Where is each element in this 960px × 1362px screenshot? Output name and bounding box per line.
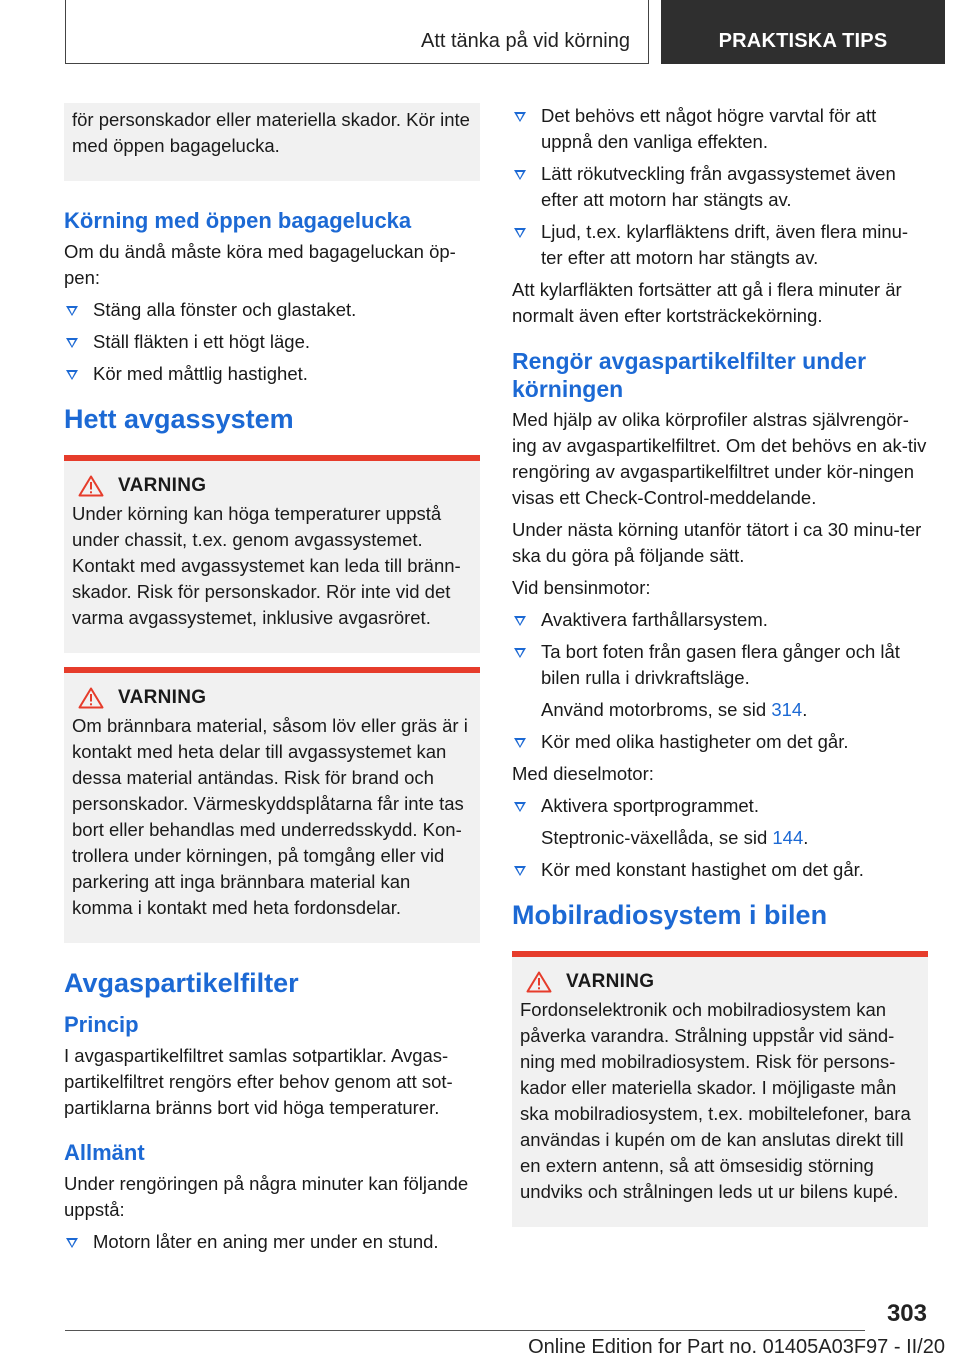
footer-edition: Online Edition for Part no. 01405A03F97 - II/20 xyxy=(528,1336,945,1358)
petrol-list xyxy=(512,607,928,755)
list-item: Motorn låter en aning mer under en stund. xyxy=(64,1229,480,1255)
header-chapter-tab xyxy=(661,0,945,64)
warning-text: Om brännbara material, såsom löv eller gräs är i kontakt med heta delar till avgassystemet kan dessa material antändas. Risk för brand och personskador. Värmeskyddsplåtarna får inte tas bort eller behandlas med underredsskydd. Kon‐trollera under körningen, på tomgång eller vid parkering att inga brännbara material kan komma i kontakt med heta fordonsdelar. xyxy=(72,715,468,918)
list-item: Kör med konstant hastighet om det går. xyxy=(512,857,928,883)
continued-warning-text: för personskador eller materiella skador. Kör inte med öppen bagagelucka. xyxy=(72,109,470,156)
warning-triangle-icon xyxy=(78,475,104,497)
heading-mobile-radio: Mobilradiosystem i bilen xyxy=(512,900,828,930)
open-trunk-list xyxy=(64,297,480,387)
right-column xyxy=(512,103,928,1237)
header-chapter-title: PRAKTISKA TIPS xyxy=(718,30,888,52)
left-column xyxy=(64,103,480,1261)
page-reference-link[interactable]: 144 xyxy=(772,827,804,848)
triangle-bullet-icon xyxy=(514,112,526,122)
warning-triangle-icon xyxy=(78,687,104,709)
triangle-bullet-icon xyxy=(514,170,526,180)
triangle-bullet-icon xyxy=(514,866,526,876)
sub-paragraph: Använd motorbroms, se sid 314. xyxy=(541,699,808,720)
triangle-bullet-icon xyxy=(514,616,526,626)
heading-general: Allmänt xyxy=(64,1140,145,1165)
continued-warning-box xyxy=(64,103,480,181)
triangle-bullet-icon xyxy=(514,802,526,812)
header-section-title: Att tänka på vid körning xyxy=(420,30,630,52)
triangle-bullet-icon xyxy=(66,338,78,348)
triangle-bullet-icon xyxy=(514,648,526,658)
warning-box-hot-exhaust xyxy=(64,455,480,653)
heading-open-trunk: Körning med öppen bagagelucka xyxy=(64,208,412,233)
warning-title: VARNING xyxy=(566,971,655,992)
paragraph-diesel: Med dieselmotor: xyxy=(512,763,654,784)
list-item: Lätt rökutveckling från avgassystemet även efter att motorn har stängts av. xyxy=(512,161,928,213)
page-number: 303 xyxy=(886,1300,927,1327)
paragraph-petrol: Vid bensinmotor: xyxy=(512,577,651,598)
warning-triangle-icon xyxy=(526,971,552,993)
general-list xyxy=(64,1229,480,1255)
list-item: Ställ fläkten i ett högt läge. xyxy=(64,329,480,355)
paragraph-clean-1: Med hjälp av olika körprofiler alstras självrengör‐ing av avgaspartikelfiltret. Om det behövs en ak‐tiv rengöring av avgaspartikelfiltret under kör‐ningen visas ett Check-Control-meddelande. xyxy=(512,409,927,508)
paragraph-open-trunk: Om du ändå måste köra med bagageluckan öp‐pen: xyxy=(64,241,456,288)
page-reference-link[interactable]: 314 xyxy=(771,699,803,720)
heading-clean-filter: Rengör avgaspartikelfilter under körningen xyxy=(512,348,867,402)
header-section-box xyxy=(65,0,649,64)
heading-particle-filter: Avgaspartikelfilter xyxy=(64,968,299,998)
warning-title: VARNING xyxy=(118,687,207,708)
diesel-list xyxy=(512,793,928,883)
list-item: Aktivera sportprogrammet. Steptronic-växellåda, se sid 144. xyxy=(512,793,928,851)
paragraph-clean-2: Under nästa körning utanför tätort i ca 30 minu‐ter ska du göra på följande sätt. xyxy=(512,519,922,566)
list-item: Det behövs ett något högre varvtal för att uppnå den vanliga effekten. xyxy=(512,103,928,155)
paragraph-general: Under rengöringen på några minuter kan följande uppstå: xyxy=(64,1173,469,1220)
triangle-bullet-icon xyxy=(66,1238,78,1248)
warning-box-flammable xyxy=(64,667,480,943)
warning-text: Fordonselektronik och mobilradiosystem kan påverka varandra. Strålning uppstår vid sänd‐ning med mobilradiosystem. Risk för persons‐kador eller materiella skador. I möjligaste mån ska mobilradiosystem, t.ex. mobiltelefoner, bara användas i kupén om de kan anslutas direkt till en extern antenn, så att ömsesidig störning undviks och strålningen leds ut ur bilens kupé. xyxy=(520,999,911,1202)
triangle-bullet-icon xyxy=(66,370,78,380)
warning-box-mobile-radio xyxy=(512,951,928,1227)
list-item: Avaktivera farthållarsystem. xyxy=(512,607,928,633)
heading-principle: Princip xyxy=(64,1012,139,1037)
list-item: Kör med måttlig hastighet. xyxy=(64,361,480,387)
heading-hot-exhaust: Hett avgassystem xyxy=(64,404,294,434)
triangle-bullet-icon xyxy=(514,738,526,748)
triangle-bullet-icon xyxy=(514,228,526,238)
list-item: Stäng alla fönster och glastaket. xyxy=(64,297,480,323)
warning-text: Under körning kan höga temperaturer uppstå under chassit, t.ex. genom avgassystemet. Kontakt med avgassystemet kan leda till bränn‐skador. Risk för personskador. Rör inte vid det varma avgassystemet, inklusive avgasröret. xyxy=(72,503,461,628)
sub-paragraph: Steptronic-växellåda, se sid 144. xyxy=(541,827,809,848)
paragraph-fan: Att kylarfläkten fortsätter att gå i flera minuter är normalt även efter kortsträckekörning. xyxy=(512,279,902,326)
footer-divider xyxy=(65,1330,865,1331)
paragraph-principle: I avgaspartikelfiltret samlas sotpartiklar. Avgas‐partikelfiltret rengörs efter behov genom att sot‐partiklarna bränns bort vid höga temperaturer. xyxy=(64,1045,453,1118)
list-item: Ljud, t.ex. kylarfläktens drift, även flera minu‐ter efter att motorn har stängts av. xyxy=(512,219,928,271)
triangle-bullet-icon xyxy=(66,306,78,316)
list-item: Ta bort foten från gasen flera gånger och låt bilen rulla i drivkraftsläge. Använd motorbroms, se sid 314. xyxy=(512,639,928,723)
general-list-continued xyxy=(512,103,928,271)
warning-title: VARNING xyxy=(118,475,207,496)
list-item: Kör med olika hastigheter om det går. xyxy=(512,729,928,755)
